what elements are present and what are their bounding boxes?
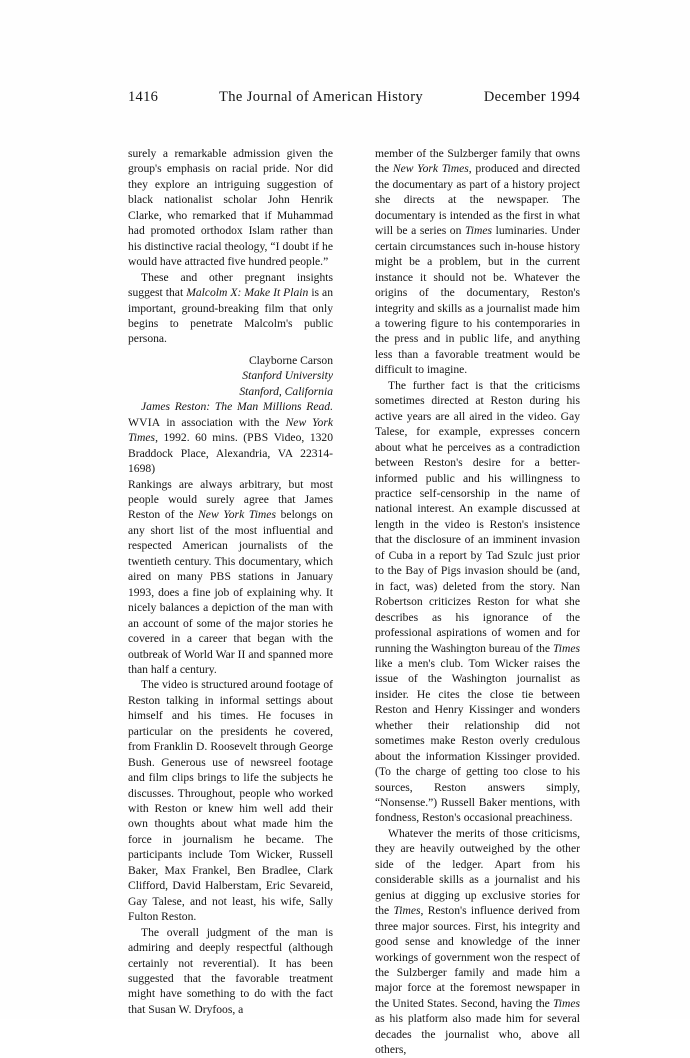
journal-title: The Journal of American History bbox=[219, 89, 424, 105]
reviewer-signature bbox=[128, 353, 333, 399]
producer-station: WVIA bbox=[128, 415, 161, 429]
paragraph-text-part: Reston's influence derived from three major sources. First, his integrity and good sense and knowledge of the inner workings of government won the respect of the Sulzberger family and made him a major force at the foremost newspaper in the United States. Second, having the bbox=[375, 904, 581, 1010]
paragraph-sulzberger bbox=[375, 146, 580, 378]
paragraph-text-part: luminaries. Under certain circumstances such in-house history might be a problem, but in the current instance it should not be. Whatever the origins of the documentary, Reston's integrity and skills as a journalist made him a towering figure to his contemporaries in the press and in public life, and anything less than a favorable treatment would be difficult to imagine. bbox=[375, 224, 581, 377]
paragraph-text-part: is an important, ground-breaking film that only begins to penetrate Malcolm's public persona. bbox=[128, 286, 333, 346]
publication-italic: Times, bbox=[393, 904, 424, 918]
paragraph-text-part: Whatever the merits of those criticisms, they are heavily outweighed by the other side of the ledger. Apart from his considerable skills as a journalist and his genius at digging up exclusive stories for the bbox=[375, 826, 580, 918]
publication-italic: Times bbox=[464, 224, 493, 238]
review-item-header bbox=[128, 399, 333, 476]
paragraph-rankings bbox=[128, 477, 333, 678]
paragraph-text-part: These and other pregnant insights suggest that bbox=[128, 270, 333, 300]
header-text-part: Video, 1320 Braddock Place, Alexandria, VA 22314-1698) bbox=[128, 431, 334, 476]
paragraph-overall-judgment: The overall judgment of the man is admiring and deeply respectful (although certainly not reverential). It has been suggested that the favorable treatment might have something to do with the fact that Susan W. Dryfoos, a bbox=[128, 925, 333, 1016]
paragraph-video-structure: The video is structured around footage of Reston talking in informal settings about himself and his times. He focuses in particular on the presidents he covered, from Franklin D. Roosevelt through George Bush. Generous use of newsreel footage and film clips brings to life the subjects he discusses. Throughout, people who worked with Reston or knew him well add their own thoughts about what made him the force in journalism he became. The participants include Tom Wicker, Russell Baker, Max Frankel, Ben Bradlee, Clark Clifford, David Halberstam, Eric Sevareid, Gay Talese, and not least, his wife, Sally Fulton Reston. bbox=[128, 678, 333, 924]
reviewer-location: Stanford, California bbox=[239, 384, 333, 398]
two-column-body bbox=[128, 146, 581, 1057]
paragraph-continued: surely a remarkable admission given the group's emphasis on racial pride. Nor did they explore an intriguing suggestion of black nationalist scholar John Henrik Clarke, who remarked that if Muhammad had promoted orthodox Islam rather than his distinctive racial theology, “I doubt if he would have attracted five hundred people.” bbox=[128, 147, 333, 269]
paragraph-text-part: Rankings are always arbitrary, but most people would surely agree that James Reston of the bbox=[128, 477, 333, 522]
publication-italic: Times bbox=[552, 641, 580, 655]
reviewer-name: Clayborne Carson bbox=[248, 353, 333, 367]
publication-italic: Times bbox=[552, 996, 580, 1010]
publication-italic: New York Times bbox=[392, 162, 469, 176]
left-column bbox=[128, 146, 334, 1016]
paragraph-text-part: belongs on any short list of the most influential and respected American journalists of the twentieth century. This documentary, which aired on many bbox=[128, 508, 333, 584]
right-column bbox=[375, 146, 581, 1057]
paragraph-criticisms bbox=[375, 378, 580, 826]
paragraph-text-part: as his platform also made him for several decades the journalist who, above all others, bbox=[375, 1012, 580, 1057]
reviewed-work-title: James Reston: The Man Millions Read. bbox=[141, 400, 333, 414]
film-title-italic: Malcolm X: Make It Plain bbox=[186, 286, 309, 300]
paragraph-text-part: like a men's club. Tom Wicker raises the issue of the Washington journalist as insider. He cites the close tie between Reston and Henry Kissinger and wonders whether their relationship did not sometimes make Reston overly credulous about the information Kissinger provided. (To the charge of getting too close to his sources, Reston answers simply, “Nonsense.”) Russell Baker mentions, with fondness, Reston's occasional preachiness. bbox=[375, 656, 580, 825]
paragraph-text-part: , produced and directed the documentary as part of a history project she directs at the newspaper. The documentary is intended as the first in what will be a series on bbox=[375, 162, 581, 238]
running-head bbox=[128, 89, 580, 111]
issue-date: December 1994 bbox=[483, 89, 580, 105]
publication-italic: New York Times bbox=[198, 508, 276, 522]
paragraph-text-part: stations in January 1993, does a fine job of explaining why. It nicely balances a depiction of the man with an account of some of the major stories he covered in a career that began with the outbreak of World War II and spanned more than half a century. bbox=[128, 570, 333, 676]
associated-publication: New York Times bbox=[128, 415, 333, 445]
paragraph-text-part: member of the Sulzberger family that owns the bbox=[375, 147, 580, 176]
network-name: PBS bbox=[209, 570, 232, 584]
paragraph-merits bbox=[375, 826, 580, 1058]
paragraph-pregnant-insights bbox=[128, 270, 333, 347]
header-text-part: , 1992. 60 mins. ( bbox=[155, 431, 248, 445]
reviewer-affiliation: Stanford University bbox=[242, 369, 333, 383]
header-text-part: in association with the bbox=[160, 415, 286, 429]
page-number: 1416 bbox=[128, 89, 159, 105]
distributor-name: PBS bbox=[247, 431, 269, 445]
paragraph-text-part: The further fact is that the criticisms sometimes directed at Reston during his active years are all aired in the video. Gay Talese, for example, expresses concern about what he perceives as a contradiction between Reston's desire for a better-informed public and his willingness to practice self-censorship in the name of national interest. An example discussed at length in the video is Reston's insistence that the disclosure of an imminent invasion of Cuba in a report by Tad Szulc just prior to the Bay of Pigs invasion should be (and, in fact, was) deleted from the story. Nan Robertson criticizes Reston for what she describes as his ignorance of the professional aspirations of women and for running the Washington bureau of the bbox=[375, 378, 580, 655]
